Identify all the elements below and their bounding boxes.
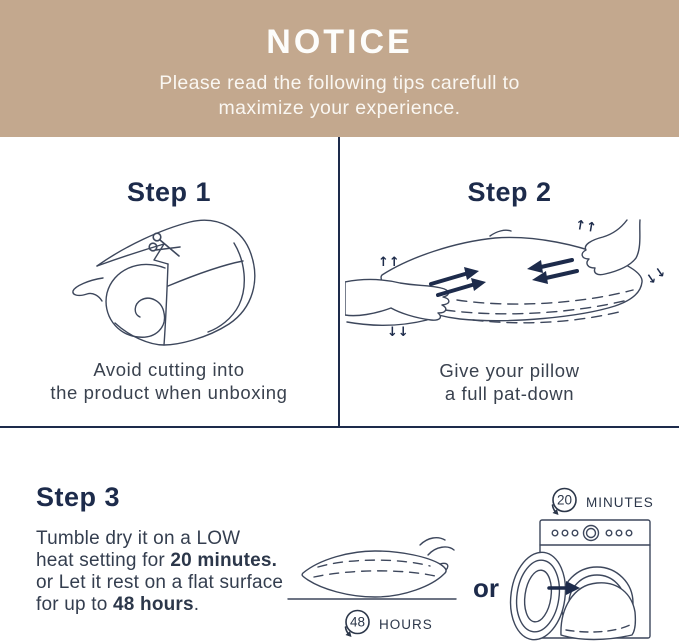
banner-title: NOTICE [266,23,413,61]
banner-subtitle [0,71,679,121]
pat-mark-icon: ↓↓ [642,264,669,289]
hours-badge [342,608,433,640]
clock-circle-icon [549,486,579,518]
banner-subtitle-line1: Please read the following tips carefull to [159,72,520,94]
pat-mark-icon: ↑↑ [377,255,400,270]
minutes-badge [549,486,654,518]
dryer-controls-icon [552,526,632,541]
step2-column [340,137,679,426]
dryer-illustration [503,515,678,642]
resting-pillow-illustration [280,531,460,613]
step3-heading: Step 3 [36,482,121,512]
pat-mark-icon: ↑↑ [573,217,598,237]
left-hand-icon [345,279,449,320]
step1-caption: Avoid cutting into the product when unboxing [50,359,288,403]
pat-arrows-icon [431,260,577,295]
spiral-roll-icon [106,264,165,337]
clock-circle-icon [342,608,372,640]
step3-instructions: Tumble dry it on a LOW heat setting for 20 minutes. or Let it rest on a flat surface for up to 48 hours. [36,528,284,615]
notice-banner [0,0,679,137]
pat-mark-icon: ↓↓ [386,325,409,340]
minutes-label: MINUTES [586,494,654,510]
scissors-icon [149,233,180,256]
or-label: or [473,573,499,603]
steps-panel [0,137,679,428]
fluff-motion-icon [420,538,454,555]
svg-text:20: 20 [556,492,573,508]
hours-label: HOURS [379,616,433,632]
step2-heading: Step 2 [467,177,552,207]
step3-section [0,430,679,642]
rolled-pillow-illustration [67,216,272,351]
banner-subtitle-line2: maximize your experience. [218,97,461,119]
step2-caption: Give your pillow a full pat-down [439,360,580,404]
step1-heading: Step 1 [126,177,212,207]
step1-column [0,137,338,426]
svg-text:48: 48 [349,614,366,630]
pat-down-illustration [345,212,675,352]
